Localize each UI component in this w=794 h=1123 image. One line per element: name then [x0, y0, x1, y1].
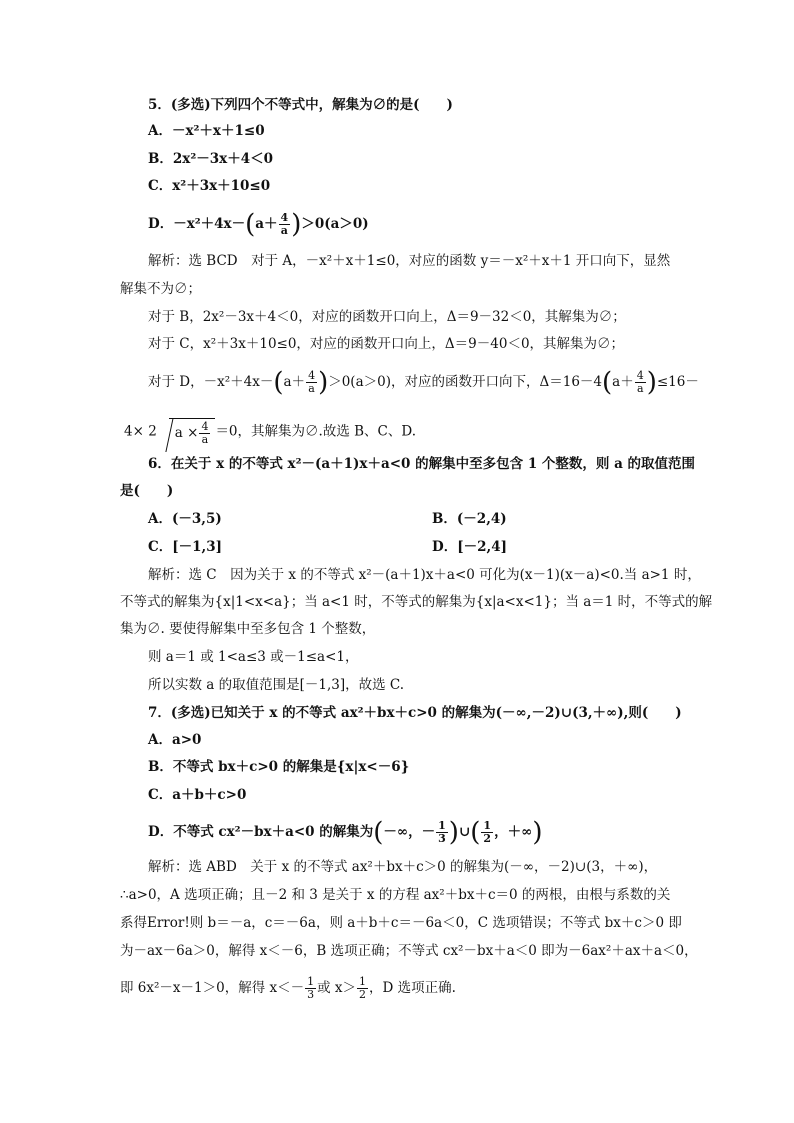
fraction-denominator: a [308, 382, 315, 395]
paren-close: ) [646, 367, 657, 398]
sqrt-content-a: a × [174, 425, 199, 441]
fraction-numerator: 4 [280, 211, 289, 224]
q5-option-d-paren-close: ) [291, 209, 302, 240]
fraction-denominator: a [201, 433, 209, 446]
sol5-line3: 对于 B，2x²－3x＋4＜0，对应的函数开口向上，Δ＝9－32＜0，其解集为∅； [148, 309, 626, 325]
sol7-line5-mid: 或 x＞ [317, 980, 357, 996]
fraction-denominator: 2 [359, 988, 367, 1001]
sol5-line5-mid: ＞0(a＞0)，对应的函数开口向下，Δ＝16－4 [328, 374, 602, 390]
sol5-line5 [148, 367, 699, 398]
fraction-denominator: a [636, 382, 644, 395]
sol5-line2: 解集不为∅； [120, 281, 201, 297]
fraction-denominator: a [280, 224, 288, 237]
q6-stem-line2: 是( ) [120, 483, 174, 499]
sol5-line5-a: a＋ [283, 374, 306, 390]
paren-close: ) [532, 817, 543, 848]
q6-option-a: A．(－3,5) [148, 511, 222, 527]
q7-option-c: C．a＋b＋c>0 [148, 787, 247, 803]
q7-option-d-mid1: －∞，－ [383, 824, 436, 840]
square-root [169, 418, 216, 446]
q7-option-a: A．a>0 [148, 732, 202, 748]
sol5-line5-a2: a＋ [612, 374, 634, 390]
fraction-denominator: 3 [307, 988, 315, 1001]
sol6-line3: 集为∅. 要使得解集中至多包含 1 个整数， [120, 621, 376, 637]
sol5-line4: 对于 C，x²＋3x＋10≤0，对应的函数开口向上，Δ＝9－40＜0，其解集为∅； [148, 336, 625, 352]
fraction-numerator: 4 [201, 420, 209, 433]
sol6-line4: 则 a＝1 或 1<a≤3 或－1≤a<1， [148, 649, 359, 665]
sol7-line5 [120, 976, 456, 1001]
q7-option-d-fraction1 [436, 820, 448, 845]
q5-stem: 5．(多选)下列四个不等式中，解集为∅的是( ) [148, 97, 453, 113]
paren-close: ) [318, 367, 329, 398]
sol5-line5-suffix: ≤16－ [656, 374, 699, 390]
q7-option-d-mid2: ，＋∞ [494, 824, 533, 840]
sol5-line5-prefix: 对于 D，－x²＋4x－ [148, 374, 274, 390]
q5-option-a: A．－x²＋x＋1≤0 [148, 123, 265, 139]
q5-option-d-suffix: ＞0(a＞0) [301, 216, 369, 232]
q5-option-d-a: a＋ [255, 216, 278, 232]
fraction-numerator: 1 [359, 975, 367, 988]
sol5-line5-fraction [306, 370, 317, 395]
sol7-line4: 为－ax－6a＞0，解得 x＜－6，B 选项正确；不等式 cx²－bx＋a＜0 即为－6ax²＋ax＋a＜0， [120, 943, 698, 959]
fraction-numerator: 1 [438, 819, 446, 832]
q7-option-d-fraction2 [481, 820, 493, 845]
sol5-line6 [124, 418, 416, 446]
q6-option-d: D．[－2,4] [432, 539, 507, 555]
sol7-line5-suffix: ，D 选项正确. [369, 980, 456, 996]
sol5-line6-suffix: ＝0，其解集为∅.故选 B、C、D. [215, 423, 416, 440]
paren-open: ( [602, 367, 613, 398]
sol5-line5-fraction2 [635, 370, 646, 395]
q5-option-d-paren-open: ( [245, 209, 256, 240]
q7-option-d [148, 817, 543, 848]
q5-option-b: B．2x²－3x＋4＜0 [148, 151, 273, 167]
q5-option-d-prefix: D．－x²＋4x－ [148, 216, 246, 232]
q6-option-c: C．[－1,3] [148, 539, 223, 555]
sol7-line5-fraction2 [357, 976, 368, 1001]
sol7-line1: 解析：选 ABD 关于 x 的不等式 ax²＋bx＋c＞0 的解集为(－∞，－2)∪(3，＋∞)， [148, 859, 658, 875]
sqrt-fraction [199, 421, 210, 446]
q6-stem-line1: 6．在关于 x 的不等式 x²－(a＋1)x＋a<0 的解集中至多包含 1 个整数，则 a 的取值范围 [148, 456, 696, 472]
sol5-line6-prefix: 4× 2 [124, 423, 157, 440]
fraction-numerator: 4 [636, 369, 644, 382]
sol6-line5: 所以实数 a 的取值范围是[－1,3]，故选 C. [148, 677, 405, 693]
fraction-denominator: 3 [438, 832, 446, 845]
sol6-line1: 解析：选 C 因为关于 x 的不等式 x²－(a＋1)x＋a<0 可化为(x－1)(x－a)<0.当 a>1 时， [148, 567, 701, 583]
fraction-denominator: 2 [483, 832, 492, 845]
sol7-line3: 系得Error!则 b＝－a，c＝－6a，则 a＋b＋c＝－6a＜0，C 选项错误；不等式 bx＋c＞0 即 [120, 915, 682, 931]
q7-option-b: B．不等式 bx＋c>0 的解集是{x|x<－6} [148, 759, 410, 775]
q5-option-d-fraction [279, 212, 291, 237]
fraction-numerator: 4 [308, 369, 316, 382]
q5-option-d [148, 209, 369, 240]
paren-open: ( [273, 367, 284, 398]
sol7-line5-prefix: 即 6x²－x－1＞0，解得 x＜－ [120, 980, 305, 996]
sol6-line2: 不等式的解集为{x|1<x<a}；当 a<1 时，不等式的解集为{x|a<x<1}；当 a＝1 时，不等式的解 [120, 594, 713, 610]
paren-open: ( [470, 817, 481, 848]
fraction-numerator: 1 [483, 819, 492, 832]
sol7-line2: ∴a>0，A 选项正确；且－2 和 3 是关于 x 的方程 ax²＋bx＋c＝0 的两根，由根与系数的关 [120, 887, 671, 903]
q7-option-d-cup: ∪ [458, 824, 471, 840]
sol7-line5-fraction1 [305, 976, 316, 1001]
fraction-numerator: 1 [307, 975, 315, 988]
paren-close: ) [448, 817, 459, 848]
q7-option-d-prefix: D．不等式 cx²－bx＋a<0 的解集为 [148, 824, 374, 840]
sol5-line1: 解析：选 BCD 对于 A，－x²＋x＋1≤0，对应的函数 y＝－x²＋x＋1 开口向下，显然 [148, 253, 671, 269]
q7-stem: 7．(多选)已知关于 x 的不等式 ax²＋bx＋c>0 的解集为(－∞,－2)∪(3,＋∞),则( ) [148, 705, 682, 721]
q6-option-b: B．(－2,4) [432, 511, 507, 527]
paren-open: ( [373, 817, 384, 848]
q5-option-c: C．x²＋3x＋10≤0 [148, 178, 271, 194]
